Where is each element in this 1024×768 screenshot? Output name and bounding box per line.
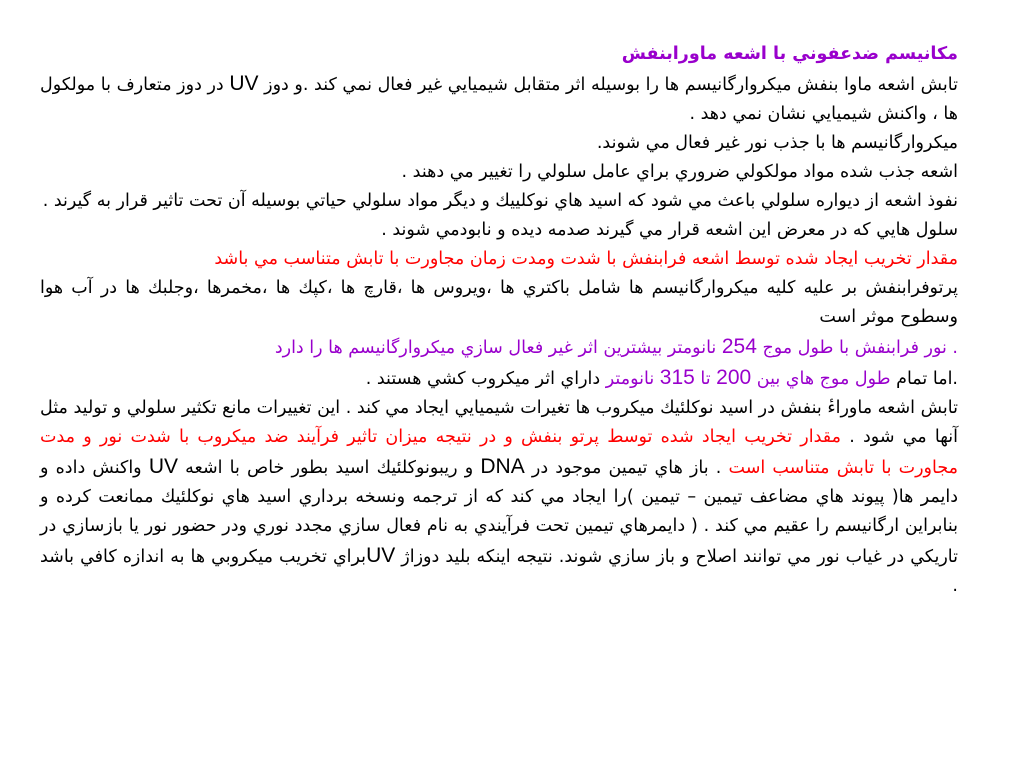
text-run: نانومتر بيشترين اثر غير فعال سازي ميكروارگانيسم ها را دارد (274, 338, 722, 358)
wavelength-max: 315 (659, 366, 695, 389)
slide-title: مكانيسم ضدعفوني با اشعه ماورابنفش (621, 44, 958, 64)
paragraph-damage-proportional: مقدار تخريب ايجاد شده توسط اشعه فرابنفش با شدت ومدت زمان مجاورت با تابش متناسب مي باشد (214, 249, 958, 269)
paragraph-cell-wall: نفوذ اشعه از ديواره سلولي باعث مي شود كه اسيد هاي نوكلييك و ديگر مواد سلولي حياتي بوسيله آن تحت تاثير قرار به گيرند . (42, 191, 958, 211)
text-run: .اما تمام (890, 369, 958, 389)
wavelength-min: 200 (716, 366, 752, 389)
text-run: براي تخريب ميكروبي ها به اندازه كافي باشد . (40, 547, 958, 596)
uv-term: UV (229, 72, 259, 95)
text-run: واكنش داده و دايمر ها( پيوند هاي مضاعف تيمين – تيمين )را ايجاد مي كند كه از ترجمه ونسخه برداري اسيد هاي نوكلئيك ممانعت كرده و بنابراين ارگانيسم را عقيم مي كند . ( دايمرهاي تيمين تحت فرآيندي به نام فعال سازي مجدد نوري ودر حضور نور يا بازسازي در تاريكي در غياب نور مي توانند اصلاح و باز سازي شوند. نتيجه اينكه بليد دوزاژ (40, 458, 958, 567)
wavelength-number: 254 (721, 335, 757, 358)
paragraph-wavelength-254 (40, 332, 958, 363)
text-run: تابش اشعه ماوراءٔ بنفش در اسيد نوكلئيك ميكروب ها تغيرات شيميايي ايجاد مي كند . اين تغييرات مانع تكثير سلولي و توليد مثل آنها مي شود . (40, 398, 958, 447)
text-run-purple: نانومتر (605, 369, 660, 389)
text-run-purple: طول موج هاي بين (751, 369, 891, 389)
paragraph-uv-effect (40, 69, 958, 129)
slide-body (40, 40, 958, 601)
text-run: تابش اشعه ماوا بنفش ميكروارگانيسم ها را بوسيله اثر متقابل شيميايي غير فعال نمي كند .و دوز (258, 75, 958, 95)
paragraph-microorganisms: پرتوفرابنفش بر عليه كليه ميكروارگانيسم ها شامل باكتري ها ،ويروس ها ،قارچ ها ،كپك ها ،مخمرها ،وجلبك ها در آب هوا وسطوح موثر است (40, 278, 958, 327)
paragraph-molecular-change: اشعه جذب شده مواد مولكولي ضروري براي عامل سلولي را تغيير مي دهند . (401, 162, 958, 182)
text-run-red: مقدار تخريب ايجاد شده توسط پرتو بنفش و در نتيجه ميزان تاثير فرآيند ضد ميكروب با شدت نور و مدت مجاورت با تابش متناسب است (40, 427, 958, 478)
uv-term: UV (148, 455, 178, 478)
text-run: . نور فرابنفش با طول موج (756, 338, 958, 358)
text-run: در دوز متعارف با مولكول ها ، واكنش شيميايي نشان نمي دهد . (40, 75, 958, 124)
paragraph-cell-damage: سلول هايي كه در معرض اين اشعه قرار مي گيرند صدمه ديده و نابودمي شوند . (381, 220, 958, 240)
uv-term: UV (366, 544, 396, 567)
dna-term: DNA (480, 455, 525, 478)
paragraph-mechanism (40, 394, 958, 601)
paragraph-absorption: ميكروارگانيسم ها با جذب نور غير فعال مي شوند. (596, 133, 958, 153)
paragraph-wavelength-range (40, 363, 958, 394)
text-run-purple: تا (694, 369, 717, 389)
text-run: داراي اثر ميكروب كشي هستند . (365, 369, 606, 389)
text-run: . باز هاي تيمين موجود در (524, 458, 729, 478)
text-run: و ريبونوكلئيك اسيد بطور خاص با اشعه (178, 458, 481, 478)
